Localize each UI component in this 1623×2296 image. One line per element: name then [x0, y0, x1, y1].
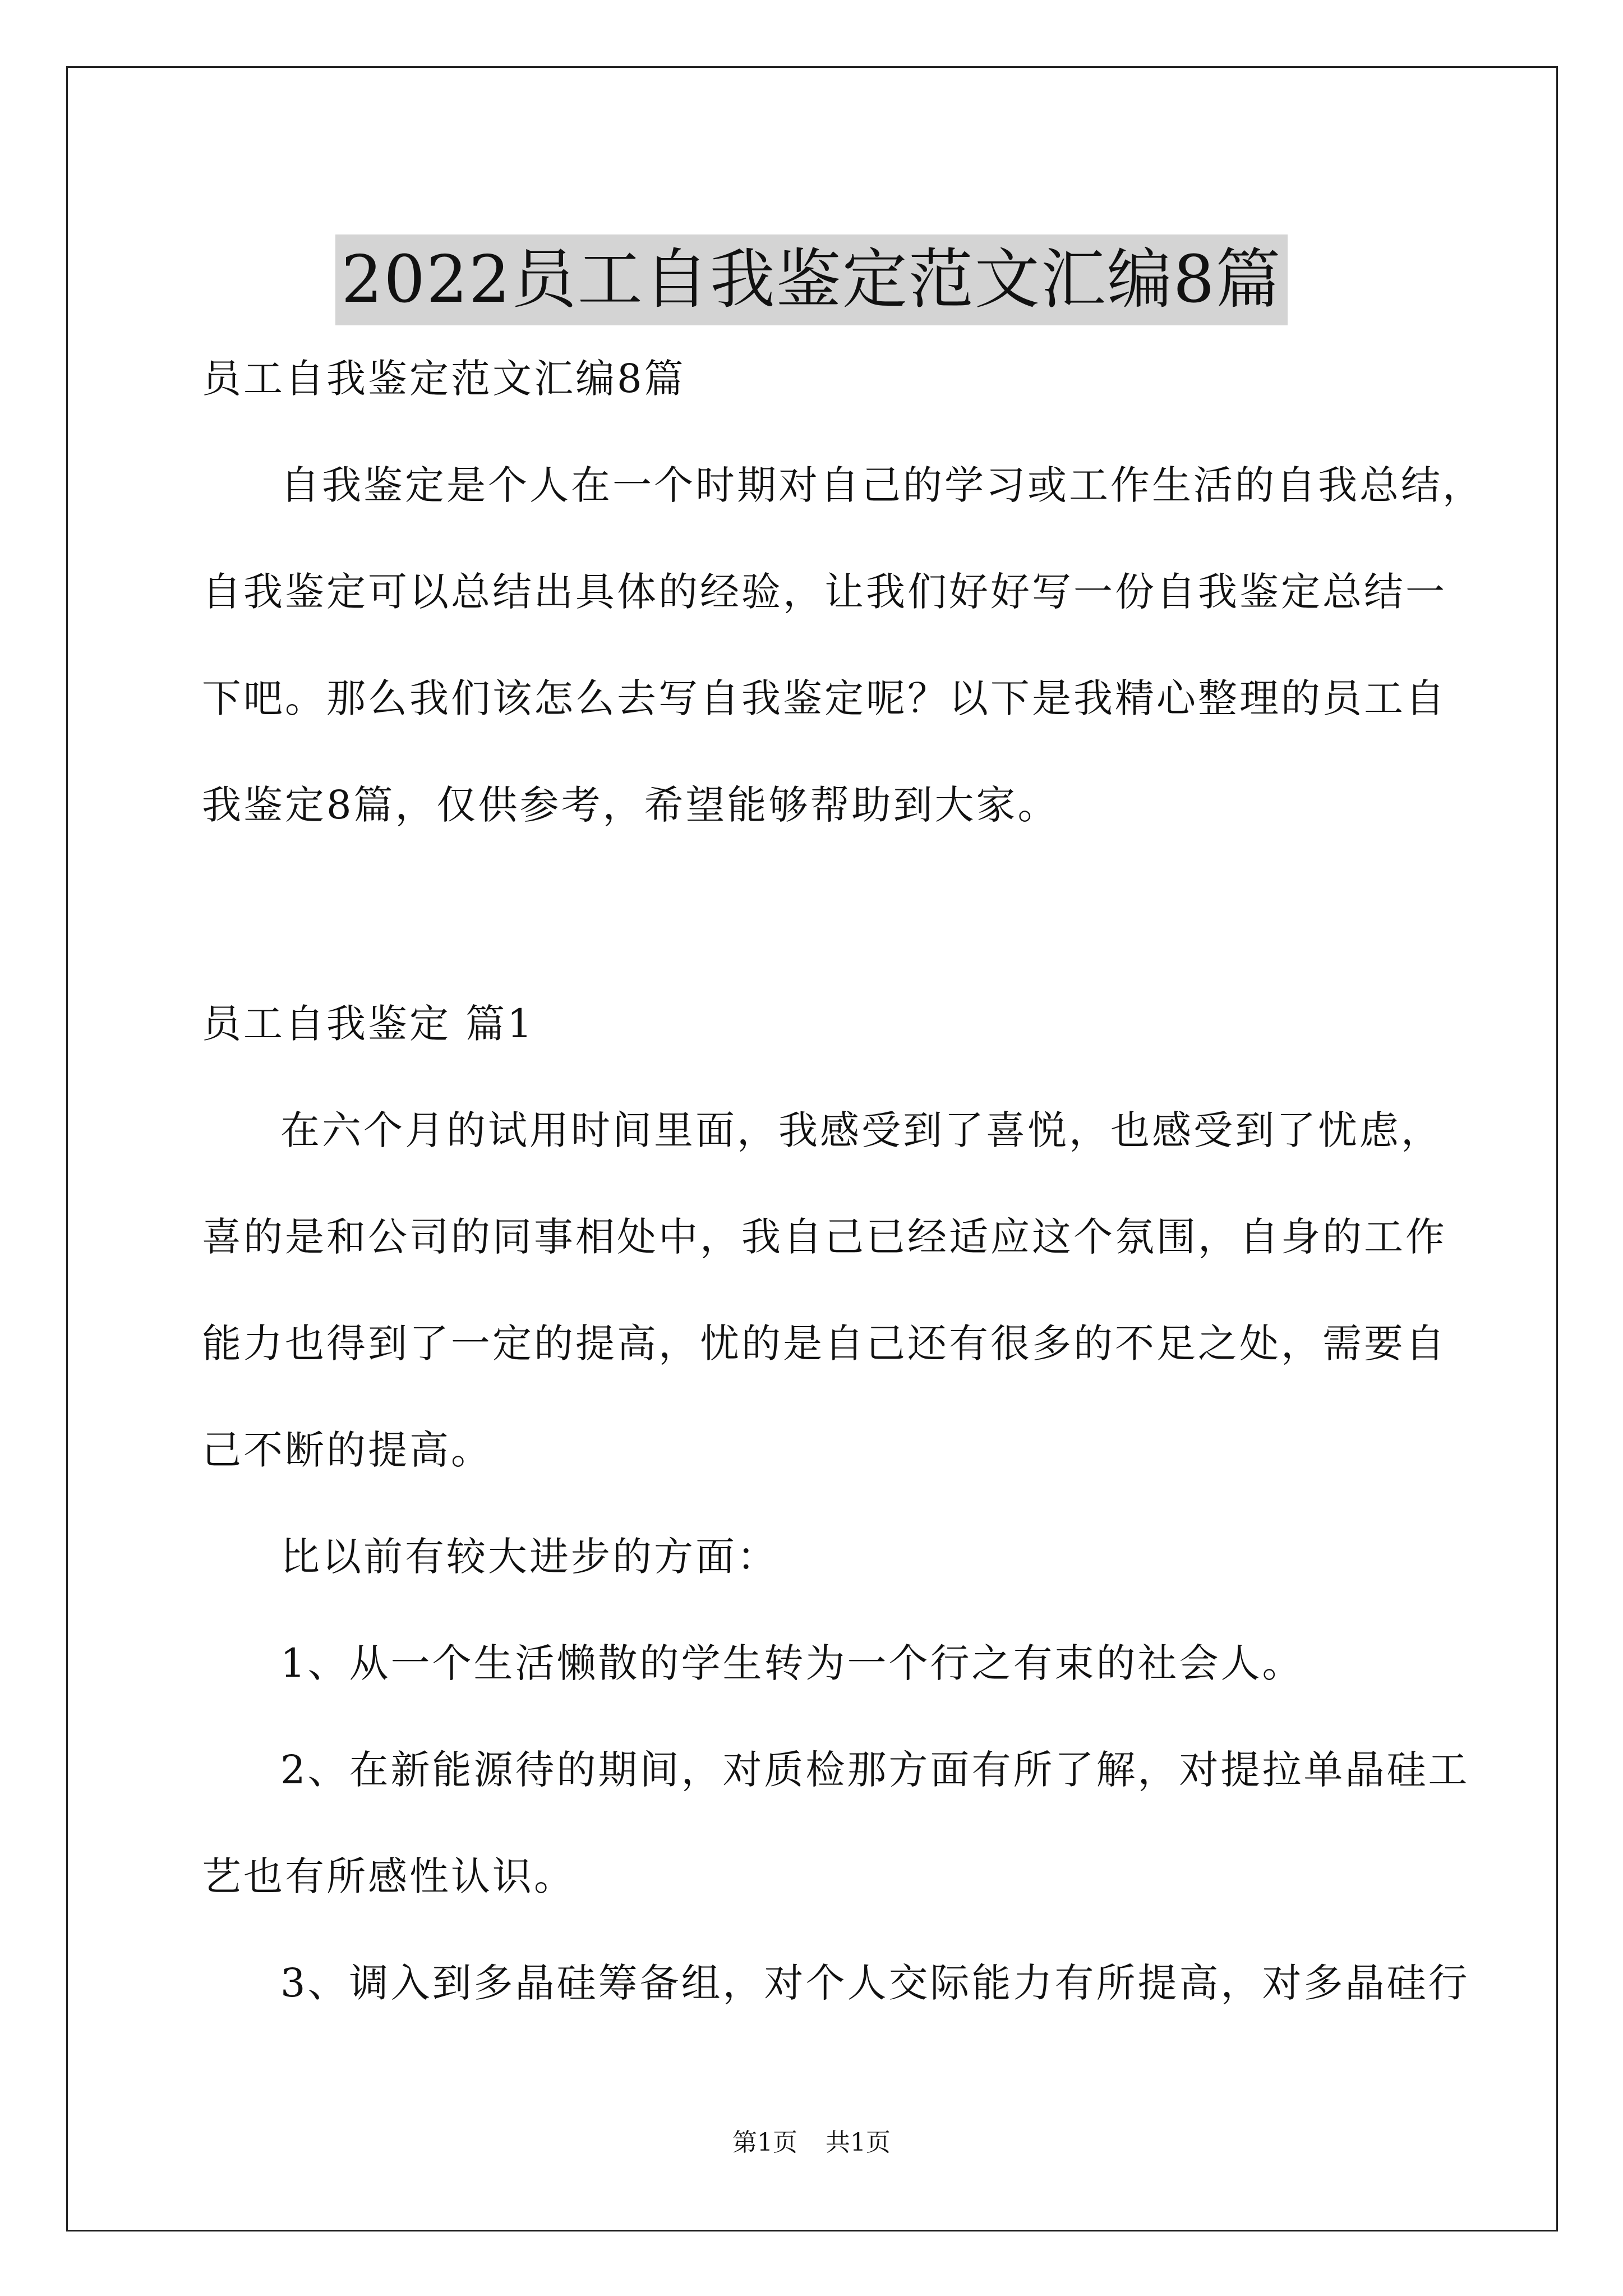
intro-line: 自我鉴定是个人在一个时期对自己的学习或工作生活的自我总结，: [280, 462, 1484, 508]
document-title: 2022员工自我鉴定范文汇编8篇: [335, 234, 1287, 325]
paragraph-line: 在六个月的试用时间里面，我感受到了喜悦，也感受到了忧虑，: [280, 1107, 1442, 1153]
paragraph-line: 能力也得到了一定的提高，忧的是自己还有很多的不足之处，需要自: [202, 1320, 1447, 1366]
intro-line: 自我鉴定可以总结出具体的经验，让我们好好写一份自我鉴定总结一: [202, 569, 1447, 615]
document-subtitle: 员工自我鉴定范文汇编8篇: [202, 356, 686, 402]
intro-line: 我鉴定8篇，仅供参考，希望能够帮助到大家。: [202, 782, 1059, 828]
paragraph-line: 喜的是和公司的同事相处中，我自己已经适应这个氛围，自身的工作: [202, 1214, 1447, 1260]
title-wrap: [0, 191, 1623, 369]
paragraph-line: 己不断的提高。: [202, 1427, 492, 1473]
paragraph-line: 比以前有较大进步的方面：: [280, 1534, 778, 1580]
list-item: 3、调入到多晶硅筹备组，对个人交际能力有所提高，对多晶硅行: [280, 1960, 1470, 2006]
page-number: 第1页: [732, 2128, 797, 2157]
page-total: 共1页: [826, 2128, 891, 2157]
list-item: 1、从一个生活懒散的学生转为一个行之有束的社会人。: [280, 1640, 1304, 1686]
list-item-continuation: 艺也有所感性认识。: [202, 1853, 575, 1899]
page-footer: [0, 2126, 1623, 2160]
list-item: 2、在新能源待的期间，对质检那方面有所了解，对提拉单晶硅工: [280, 1747, 1470, 1793]
section-heading: 员工自我鉴定 篇1: [202, 1001, 534, 1047]
intro-line: 下吧。那么我们该怎么去写自我鉴定呢？以下是我精心整理的员工自: [202, 675, 1447, 721]
